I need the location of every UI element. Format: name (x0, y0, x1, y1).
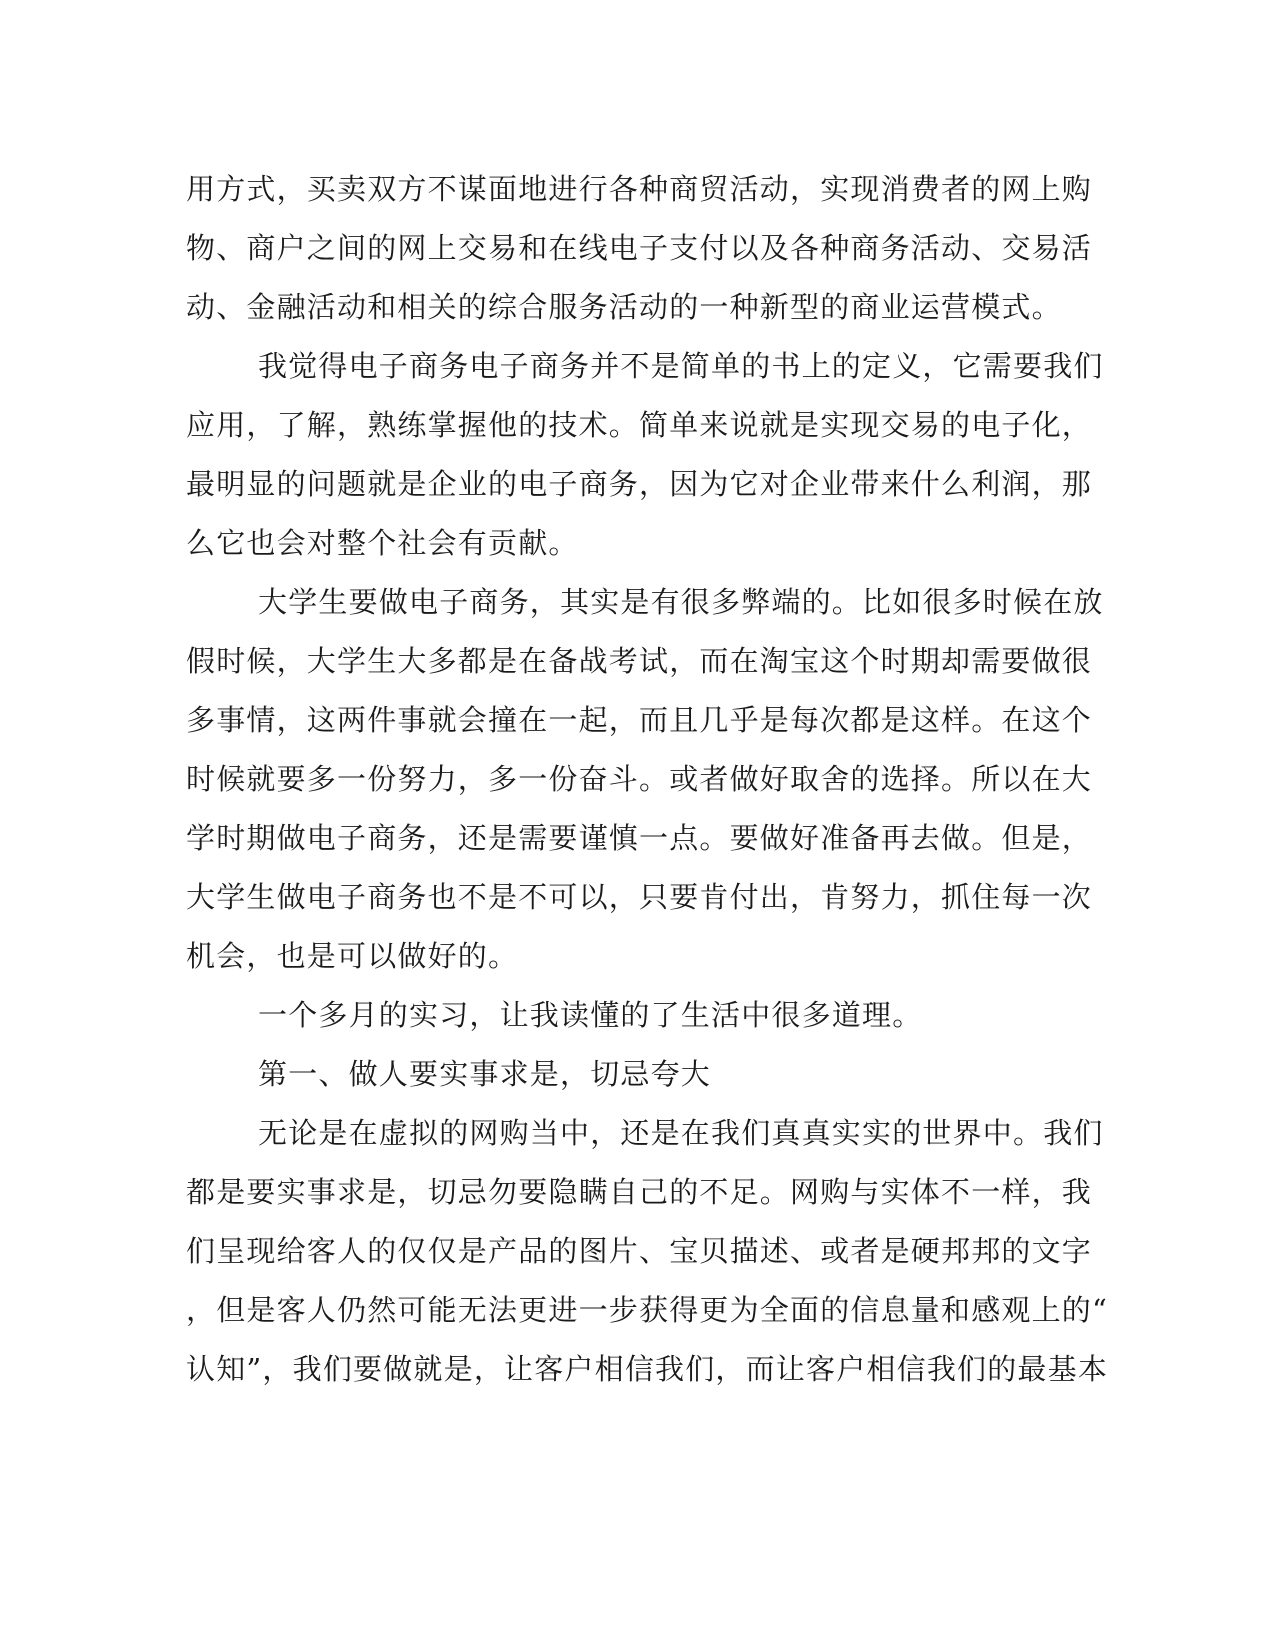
text-line: 机会，也是可以做好的。 (186, 939, 519, 973)
text-line: 最明显的问题就是企业的电子商务，因为它对企业带来什么利润，那 (186, 467, 1093, 501)
paragraph-first-line: 无论是在虚拟的网购当中，还是在我们真真实实的世界中。我们 (258, 1116, 1104, 1150)
text-line: 认知”，我们要做就是，让客户相信我们，而让客户相信我们的最基本 (186, 1352, 1109, 1386)
text-line: 多事情，这两件事就会撞在一起，而且几乎是每次都是这样。在这个 (186, 703, 1093, 737)
text-line: 时候就要多一份努力，多一份奋斗。或者做好取舍的选择。所以在大 (186, 762, 1093, 796)
paragraph-first-line: 大学生要做电子商务，其实是有很多弊端的。比如很多时候在放 (258, 585, 1104, 619)
text-line: 么它也会对整个社会有贡献。 (186, 526, 579, 560)
section-heading: 第一、做人要实事求是，切忌夸大 (258, 1057, 712, 1091)
text-line: 学时期做电子商务，还是需要谨慎一点。要做好准备再去做。但是， (186, 821, 1093, 855)
text-line: ，但是客人仍然可能无法更进一步获得更为全面的信息量和感观上的“ (186, 1293, 1109, 1327)
text-line: 都是要实事求是，切忌勿要隐瞒自己的不足。网购与实体不一样，我 (186, 1175, 1093, 1209)
text-line: 们呈现给客人的仅仅是产品的图片、宝贝描述、或者是硬邦邦的文字 (186, 1234, 1093, 1268)
paragraph-first-line: 一个多月的实习，让我读懂的了生活中很多道理。 (258, 998, 923, 1032)
paragraph-first-line: 我觉得电子商务电子商务并不是简单的书上的定义，它需要我们 (258, 349, 1104, 383)
text-line: 假时候，大学生大多都是在备战考试，而在淘宝这个时期却需要做很 (186, 644, 1093, 678)
text-line: 应用，了解，熟练掌握他的技术。简单来说就是实现交易的电子化， (186, 408, 1093, 442)
text-line: 动、金融活动和相关的综合服务活动的一种新型的商业运营模式。 (186, 290, 1062, 324)
text-line: 物、商户之间的网上交易和在线电子支付以及各种商务活动、交易活 (186, 231, 1093, 265)
text-line: 大学生做电子商务也不是不可以，只要肯付出，肯努力，抓住每一次 (186, 880, 1093, 914)
body-text (186, 160, 1109, 1399)
text-line: 用方式，买卖双方不谋面地进行各种商贸活动，实现消费者的网上购 (186, 172, 1093, 206)
